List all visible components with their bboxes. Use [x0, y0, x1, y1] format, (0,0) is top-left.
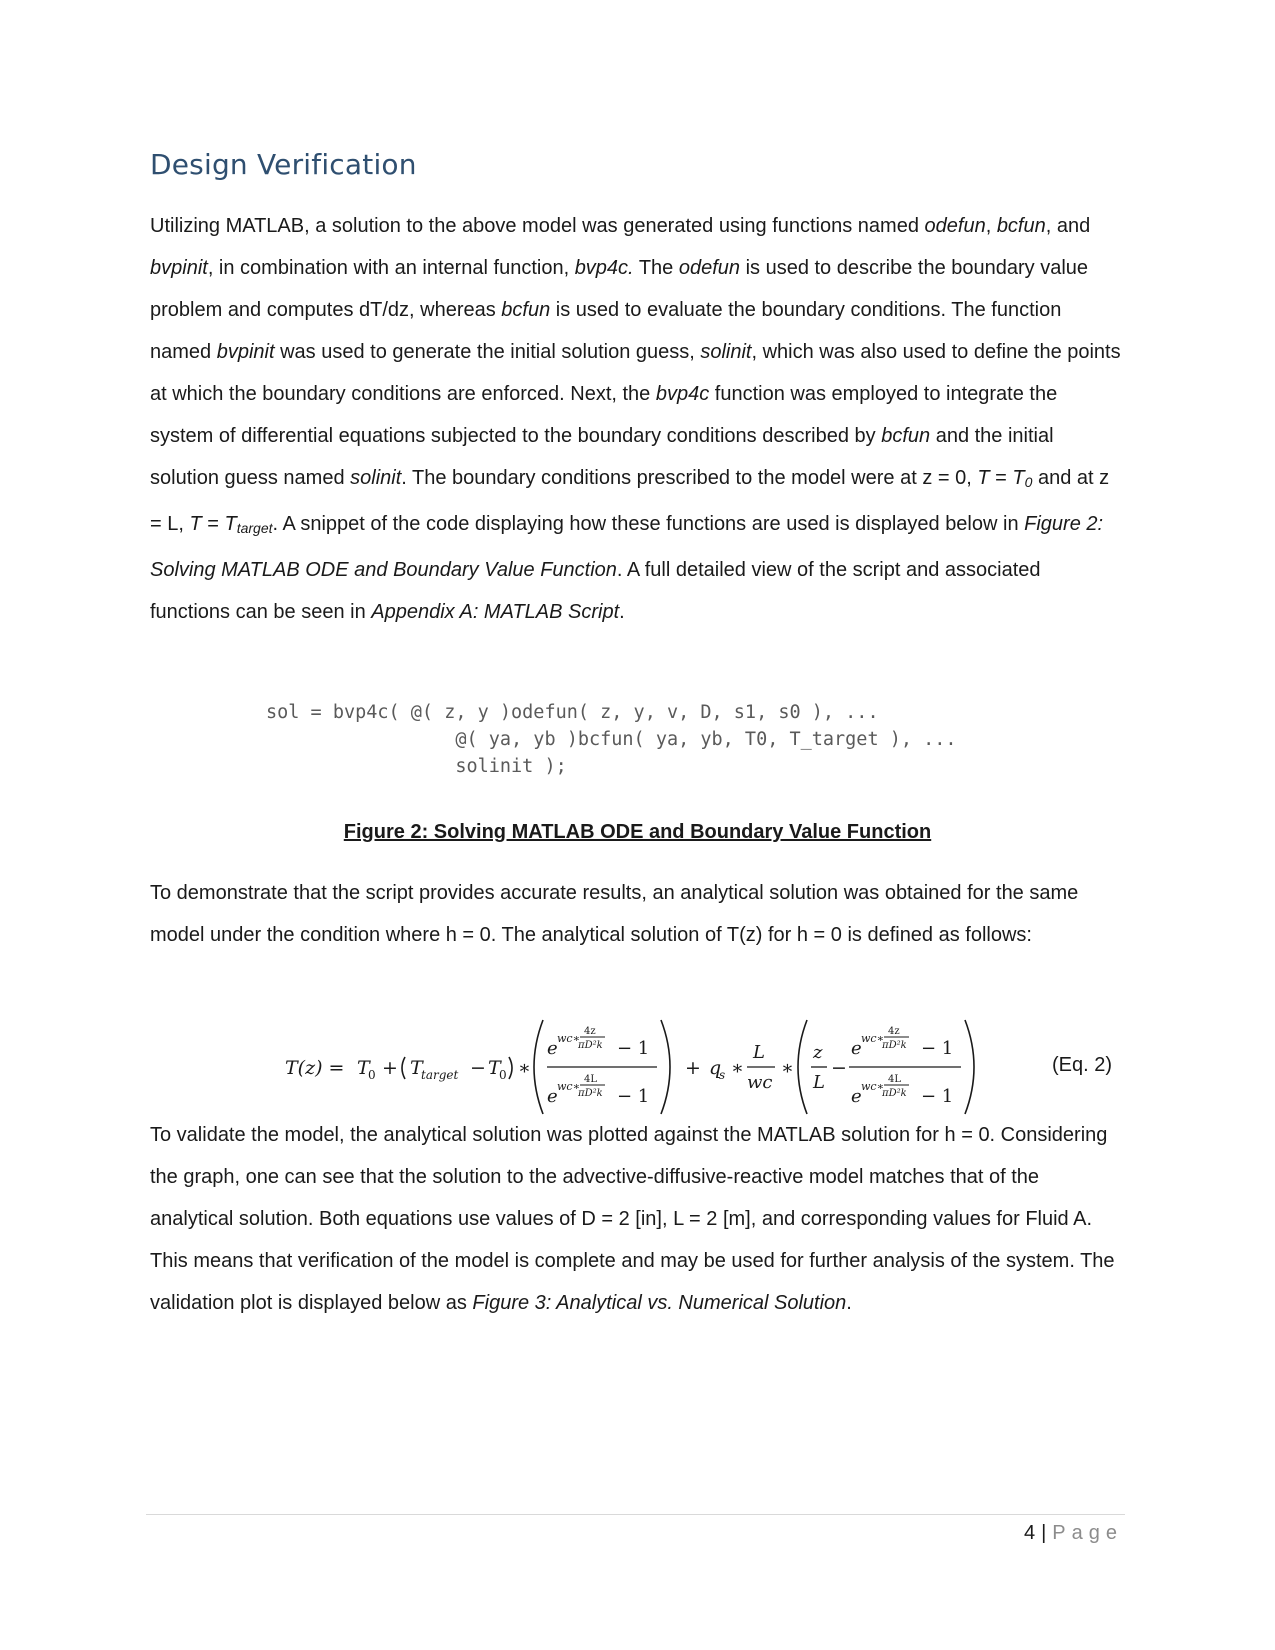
eq-4z-2: 4z — [888, 1026, 900, 1037]
eq-paren-open-1 — [402, 1057, 405, 1079]
eq-qs: q — [709, 1057, 722, 1079]
eq-minusone-1: − 1 — [617, 1038, 650, 1059]
eq-subs: s — [719, 1068, 726, 1082]
eq-plus2: + — [685, 1057, 701, 1079]
eq-Ttarget: T — [410, 1057, 423, 1079]
eq-e1: e — [547, 1038, 558, 1059]
eq-minus2: − — [831, 1057, 847, 1079]
eq-bigparen-open-2 — [798, 1020, 807, 1114]
eq-T0: T — [357, 1057, 370, 1079]
eq-e2: e — [547, 1086, 558, 1107]
appendix-reference: Appendix A: MATLAB Script — [371, 601, 620, 623]
eq-minusone-3: − 1 — [921, 1038, 954, 1059]
paragraph-intro: Utilizing MATLAB, a solution to the above model was generated using functions named odefun, bcfun, and bvpinit, in combination with an internal function, bvp4c. The odefun is used to describe the boundary value problem and computes dT/dz, whereas bcfun is used to evaluate the boundary conditions. The function named bvpinit was used to generate the initial solution guess, solinit, which was also used to define the points at which the boundary conditions are enforced. Next, the bvp4c function was employed to integrate the system of differential equations subjected to the boundary conditions described by bcfun and the initial solution guess named solinit. The boundary conditions prescribed to the model were at z = 0, $T = T_0$ and at z = L, $T = T_{target}$. A snippet of the code displaying how these functions are used is displayed below in Figure 2: Solving MATLAB ODE and Boundary Value Function. A full detailed view of the script and associated functions can be seen in Appendix A: MATLAB Script. — [150, 215, 1121, 623]
equation-graphic — [285, 1012, 995, 1122]
eq-pid2k-3: πD²k — [882, 1040, 907, 1051]
eq-4L-1: 4L — [584, 1074, 598, 1085]
eq-paren-close-1 — [509, 1057, 512, 1079]
eq-times1: ∗ — [518, 1057, 531, 1079]
figure-2-reference: Figure 2: Solving MATLAB ODE and Boundary Value Function — [150, 513, 1104, 581]
equation-2 — [285, 1012, 995, 1122]
eq-wc2: wc∗ — [557, 1080, 581, 1093]
eq-L-den: L — [813, 1072, 825, 1093]
section-heading: Design Verification — [150, 148, 417, 181]
footer-divider — [146, 1514, 1125, 1515]
eq-4z-1: 4z — [584, 1026, 596, 1037]
eq-minus1: − — [470, 1057, 486, 1079]
eq-wc1: wc∗ — [557, 1032, 581, 1045]
eq-subtarget: target — [421, 1068, 459, 1082]
figure-caption: Figure 2: Solving MATLAB ODE and Boundary Value Function — [343, 821, 932, 843]
eq-bigparen-close-2 — [965, 1020, 974, 1114]
eq-wc3: wc∗ — [861, 1032, 885, 1045]
eq-pid2k-1: πD²k — [578, 1040, 603, 1051]
eq-z-num: z — [813, 1042, 823, 1063]
eq-T0b: T — [488, 1057, 501, 1079]
equation-label: (Eq. 2) — [1052, 1054, 1113, 1076]
eq-4L-2: 4L — [888, 1074, 902, 1085]
eq-plus1: + — [382, 1057, 398, 1079]
eq-pid2k-2: πD²k — [578, 1088, 603, 1099]
paragraph-validation: To validate the model, the analytical solution was plotted against the MATLAB solution for h = 0. Considering the graph, one can see that the solution to the advective-diffusive-reactive model matches that of the analytical solution. Both equations use values of D = 2 [in], L = 2 [m], and corresponding values for Fluid A. This means that verification of the model is complete and may be used for further analysis of the system. The validation plot is displayed below as Figure 3: Analytical vs. Numerical Solution. — [150, 1124, 1115, 1314]
eq-times2: ∗ — [731, 1057, 744, 1079]
eq-Tz: T(z) = — [285, 1057, 345, 1079]
eq-sub0b: 0 — [499, 1068, 507, 1082]
eq-wc-den: wc — [747, 1072, 773, 1093]
page-number — [1024, 1522, 1123, 1545]
eq-sub0: 0 — [368, 1068, 376, 1082]
page-separator: | — [1041, 1522, 1047, 1544]
eq-L-num: L — [753, 1042, 765, 1063]
eq-minusone-2: − 1 — [617, 1086, 650, 1107]
eq-e4: e — [851, 1086, 862, 1107]
figure-3-reference: Figure 3: Analytical vs. Numerical Solution — [472, 1292, 847, 1314]
eq-minusone-4: − 1 — [921, 1086, 954, 1107]
page-number-value: 4 — [1023, 1522, 1036, 1544]
eq-times3: ∗ — [781, 1057, 794, 1079]
eq-wc4: wc∗ — [861, 1080, 885, 1093]
eq-pid2k-4: πD²k — [882, 1088, 907, 1099]
eq-bigparen-close-1 — [661, 1020, 670, 1114]
paragraph-analytical: To demonstrate that the script provides accurate results, an analytical solution was obtained for the same model under the condition where h = 0. The analytical solution of T(z) for h = 0 is defined as follows: — [150, 882, 1079, 946]
eq-bigparen-open-1 — [534, 1020, 543, 1114]
page-word: Page — [1052, 1522, 1123, 1544]
matlab-code-snippet: sol = bvp4c( @( z, y )odefun( z, y, v, D, s1, s0 ), ... @( ya, yb )bcfun( ya, yb, T0, T_target ), ... solinit ); — [266, 702, 957, 777]
eq-e3: e — [851, 1038, 862, 1059]
